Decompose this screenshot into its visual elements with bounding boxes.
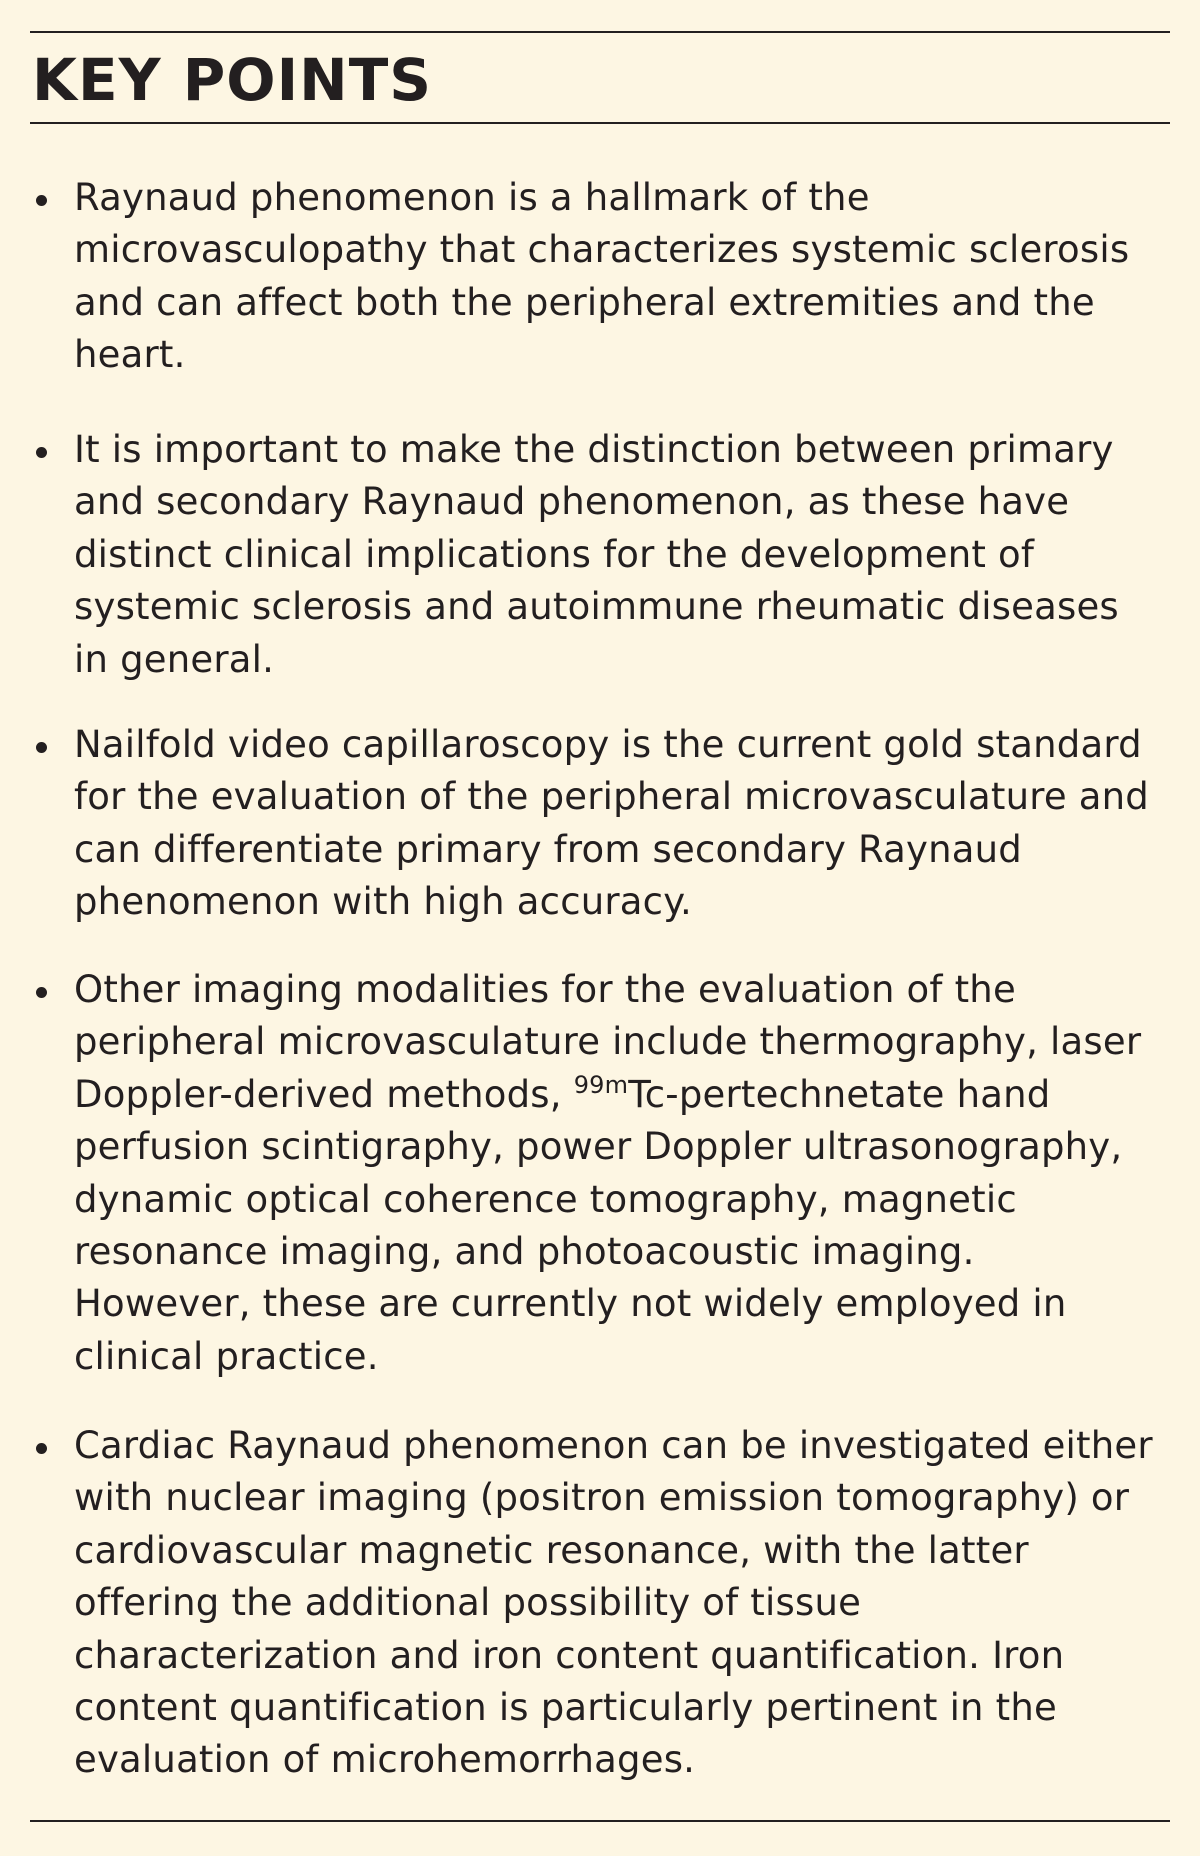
key-point (30, 964, 1160, 1383)
key-point (30, 719, 1160, 929)
key-point-text (74, 964, 1160, 1383)
key-points-heading: KEY POINTS (32, 46, 433, 114)
key-point-text: Raynaud phenomenon is a hallmark of the microvasculopathy that characterizes systemic sclerosis and can affect both the peripheral extremities and the heart. (74, 176, 1130, 377)
heading-rule (30, 122, 1170, 124)
top-rule (30, 31, 1170, 33)
key-point-text: Cardiac Raynaud phenomenon can be investigated either with nuclear imaging (positron emission tomography) or cardiovascular magnetic resonance, with the latter offering the additional possibility of tissue characterization and iron content quantification. Iron content quantification is particularly pertinent in the evaluation of microhemorrhages. (74, 1424, 1153, 1782)
key-point-text: It is important to make the distinction between primary and secondary Raynaud phenomenon, as these have distinct clinical implications for the development of systemic sclerosis and autoimmune rheumatic diseases in general. (74, 428, 1119, 681)
bullet-icon (36, 742, 47, 753)
bullet-icon (36, 195, 47, 206)
key-point-text: Nailfold video capillaroscopy is the current gold standard for the evaluation of the peripheral microvasculature and can differentiate primary from secondary Raynaud phenomenon with high accuracy. (74, 723, 1149, 924)
bottom-rule (30, 1820, 1170, 1822)
bullet-icon (36, 987, 47, 998)
key-point (30, 424, 1160, 686)
bullet-icon (36, 1443, 47, 1454)
key-point-text-start: Other imaging modalities for the evaluation of the peripheral microvasculature include thermography, laser Doppler-derived methods, (74, 968, 1142, 1116)
key-point (30, 172, 1160, 382)
isotope-superscript: 99m (573, 1070, 629, 1099)
key-point-text-end: Tc-pertechnetate hand perfusion scintigraphy, power Doppler ultrasonography, dynamic optical coherence tomography, magnetic resonance imaging, and photoacoustic imaging. However, these are currently not widely employed in clinical practice. (74, 1072, 1123, 1378)
bullet-icon (36, 447, 47, 458)
key-point (30, 1420, 1160, 1787)
